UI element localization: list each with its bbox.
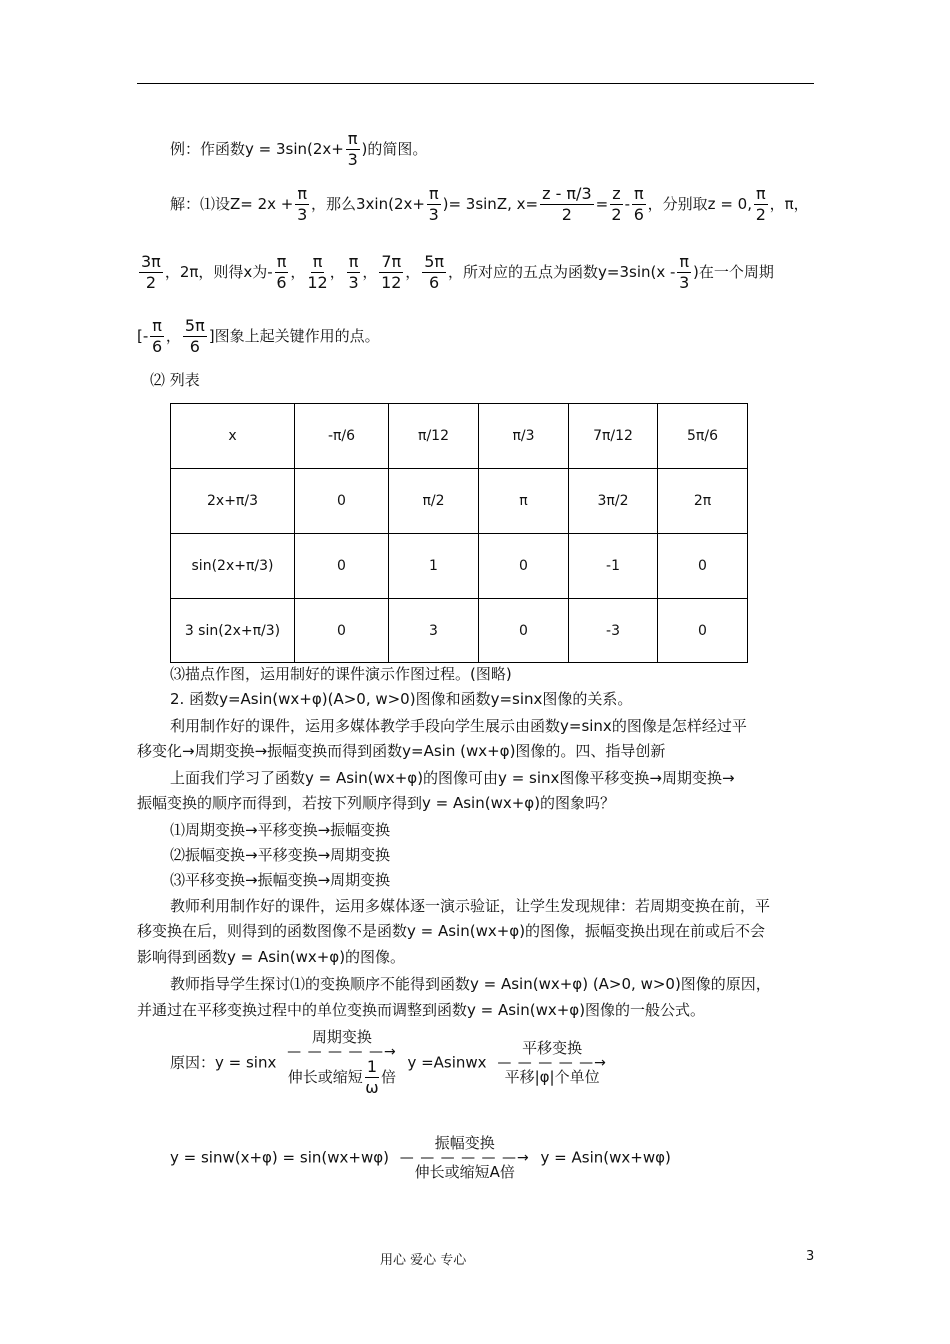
paragraph-relation: 2. 函数y=Asin(wx+φ)(A>0, w>0)图像和函数y=sinx图像的关系。 [170, 690, 633, 708]
paragraph-text: 并通过在平移变换过程中的单位变换而调整到函数y = Asin(wx+φ)图像的一般公式。 [137, 1001, 706, 1019]
arrow-shift-transform: 平移变换 — — — — —→ 平移|φ|个单位 [497, 1039, 607, 1086]
paragraph-text: 教师利用制作好的课件，运用多媒体逐一演示验证，让学生发现规律：若周期变换在前，平 [170, 897, 771, 915]
example-tail: )的简图。 [361, 140, 428, 158]
header-rule [137, 83, 814, 84]
paragraph-text: 上面我们学习了函数y = Asin(wx+φ)的图像可由y = sinx图像平移变换→周期变换→ [170, 769, 735, 787]
arrow-amplitude-transform: 振幅变换 — — — — — —→ 伸长或缩短A倍 [399, 1134, 530, 1181]
solution-line-1: 解：⑴设Z= 2x + $\frac{\pi}{3}$ ，那么3xin(2x+ $\frac{\pi}{3}$ )= 3sinZ, x= $\frac{z - \pi/3}{2}$ = $\frac{z}{2}$ - $\frac{\pi}{6}$ ，分别取z = 0, $\frac{\pi}{2}$ ，π， [170, 184, 809, 224]
fraction: $\frac{\pi}{3}$ [347, 129, 358, 169]
solution-line-2: $\frac{3\pi}{2}$ ，2π，则得x为- $\frac{\pi}{6}$ ， $\frac{\pi}{12}$ ， $\frac{\pi}{3}$ ， $\frac{7\pi}{12}$ ， $\frac{5\pi}{6}$ ，所对应的五点为函数y=3sin(x - $\frac{\pi}{3}$ )在一个周期 [141, 252, 774, 292]
footer-motto: 用心 爱心 专心 [380, 1253, 467, 1268]
table-row: 3 sin(2x+π/3) 0 3 0 -3 0 [171, 599, 748, 663]
page-number: 3 [806, 1249, 815, 1264]
solution-line-3: [- $\frac{\pi}{6}$ ， $\frac{5\pi}{6}$ ]图象上起关键作用的点。 [137, 316, 380, 356]
row-label-x: x [171, 404, 295, 469]
row-label-angle: 2x+π/3 [171, 469, 295, 534]
paragraph-text: 教师指导学生探讨⑴的变换顺序不能得到函数y = Asin(wx+φ) (A>0, w>0)图像的原因， [170, 975, 771, 993]
reason-label: 原因：y = sinx [170, 1053, 277, 1072]
row-label-sin: sin(2x+π/3) [171, 534, 295, 599]
paragraph-text: 移变换在后，则得到的函数图像不是函数y = Asin(wx+φ)的图像，振幅变换出现在前或后不会 [137, 922, 766, 940]
list-item: ⑶平移变换→振幅变换→周期变换 [170, 871, 391, 889]
paragraph-text: 移变化→周期变换→振幅变换而得到函数y=Asin (wx+φ)图像的。四、指导创新 [137, 742, 666, 760]
paragraph-text: 振幅变换的顺序而得到，若按下列顺序得到y = Asin(wx+φ)的图象吗？ [137, 794, 616, 812]
table-row: 2x+π/3 0 π/2 π 3π/2 2π [171, 469, 748, 534]
list-item: ⑴周期变换→平移变换→振幅变换 [170, 821, 391, 839]
example-line [170, 131, 427, 168]
row-label-3sin: 3 sin(2x+π/3) [171, 599, 295, 663]
reason-line-2: y = sinw(x+φ) = sin(wx+wφ) 振幅变换 — — — — — —→ 伸长或缩短A倍 y = Asin(wx+wφ) [170, 1134, 671, 1181]
reason-mid-expr: y =Asinwx [407, 1053, 487, 1072]
values-table [170, 403, 748, 663]
example-label: 例：作函数y = 3sin(2x+ [170, 140, 344, 158]
paragraph-text: 利用制作好的课件，运用多媒体教学手段向学生展示由函数y=sinx的图像是怎样经过平 [170, 717, 747, 735]
arrow-period-transform: 周期变换 — — — — —→ 伸长或缩短 $\frac{1}{\omega}$ 倍 [287, 1028, 397, 1097]
list-heading: ⑵ 列表 [150, 371, 200, 389]
paragraph-text: 影响得到函数y = Asin(wx+φ)的图像。 [137, 948, 406, 966]
list-item: ⑵振幅变换→平移变换→周期变换 [170, 846, 391, 864]
table-row: x -π/6 π/12 π/3 7π/12 5π/6 [171, 404, 748, 469]
paragraph-draw: ⑶描点作图，运用制好的课件演示作图过程。(图略) [170, 665, 512, 683]
table-row: sin(2x+π/3) 0 1 0 -1 0 [171, 534, 748, 599]
reason-line-1 [170, 1030, 613, 1096]
